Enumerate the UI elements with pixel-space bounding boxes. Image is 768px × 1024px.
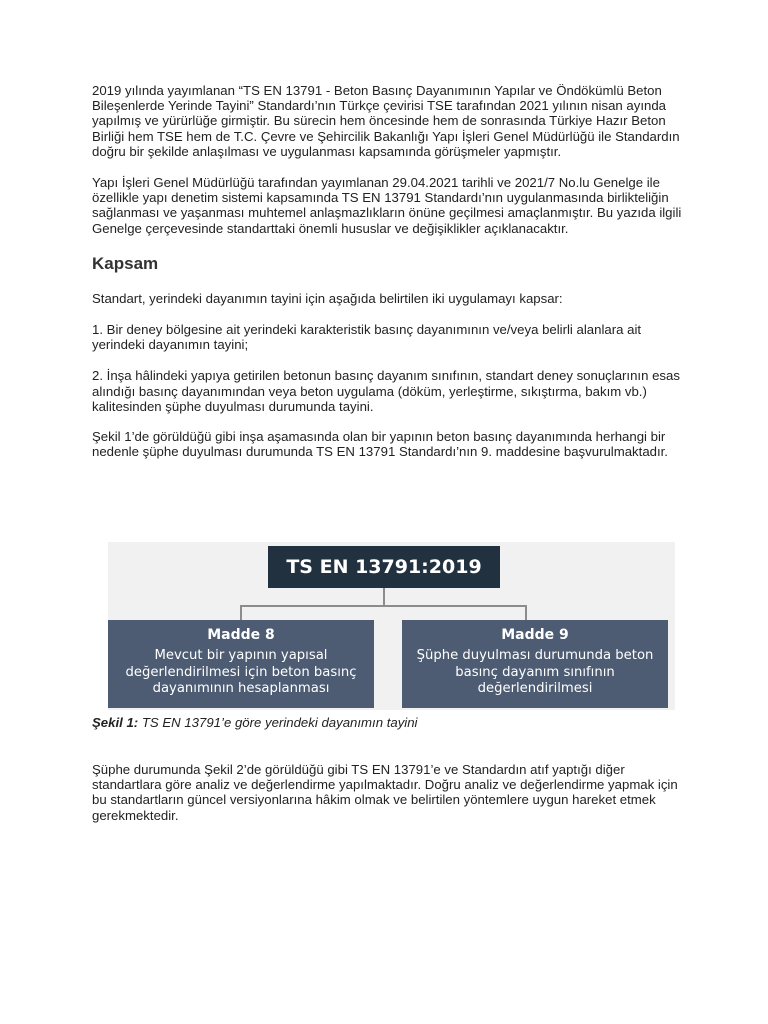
scope-item-2: 2. İnşa hâlindeki yapıya getirilen betonun basınç dayanım sınıfının, standart deney sonuçlarının esas alındığı basınç dayanımından veya beton uygulama (döküm, yerleştirme, sıkıştırma, bakım vb.) kalitesinden şüphe duyulması durumunda tayini. (92, 368, 680, 414)
madde-9-text: Şüphe duyulması durumunda beton basınç dayanım sınıfının değerlendirilmesi (416, 648, 654, 696)
diagram-box-madde-8 (108, 620, 374, 708)
closing-section (92, 762, 688, 823)
caption-label: Şekil 1: (92, 715, 139, 730)
diagram-connector-horizontal (240, 605, 527, 607)
diagram-connector-main (383, 588, 385, 605)
diagram-root-box: TS EN 13791:2019 (268, 546, 500, 588)
madde-9-title: Madde 9 (501, 627, 569, 643)
madde-8-title: Madde 8 (207, 627, 275, 643)
figure-caption (92, 715, 417, 730)
figure-reference-paragraph: Şekil 1’de görüldüğü gibi inşa aşamasında olan bir yapının beton basınç dayanımında herhangi bir nedenle şüphe duyulması durumunda TS EN 13791 Standardı’nın 9. maddesine başvurulmaktadır. (92, 429, 668, 460)
section-heading-kapsam: Kapsam (92, 253, 159, 273)
scope-intro-paragraph: Standart, yerindeki dayanımın tayini için aşağıda belirtilen iki uygulamayı kapsar: (92, 290, 563, 306)
madde-8-text: Mevcut bir yapının yapısal değerlendirilmesi için beton basınç dayanımının hesaplanması (125, 648, 357, 696)
scope-item-1: 1. Bir deney bölgesine ait yerindeki karakteristik basınç dayanımının ve/veya belirli alanlara ait yerindeki dayanımın tayini; (92, 322, 642, 353)
diagram-box-madde-9 (402, 620, 668, 708)
closing-paragraph: Şüphe durumunda Şekil 2’de görüldüğü gibi TS EN 13791’e ve Standardın atıf yaptığı diğer standartlara göre analiz ve değerlendirme yapılmaktadır. Doğru analiz ve değerlendirme yapmak için bu standartların güncel versiyonlarına hâkim olmak ve belirtilen yöntemlere uygun hareket etmek gerekmektedir. (92, 762, 678, 823)
caption-text: TS EN 13791’e göre yerindeki dayanımın tayini (138, 715, 418, 730)
intro-paragraph-2: Yapı İşleri Genel Müdürlüğü tarafından yayımlanan 29.04.2021 tarihli ve 2021/7 No.lu Genelge ile özellikle yapı denetim sistemi kapsamında TS EN 13791 Standardı’nın uygulanmasında birlikteliğin sağlanması ve yaşanması muhtemel anlaşmazlıkların önüne geçilmesi amaçlanmıştır. Bu yazıda ilgili Genelge çerçevesinde standarttaki önemli hususlar ve değişiklikler açıklanacaktır. (92, 175, 682, 236)
article-body (92, 83, 688, 459)
diagram-connector-right (525, 605, 527, 620)
diagram-connector-left (240, 605, 242, 620)
figure-1-diagram (108, 542, 675, 710)
intro-paragraph-1: 2019 yılında yayımlanan “TS EN 13791 - Beton Basınç Dayanımının Yapılar ve Öndökümlü Beton Bileşenlerde Yerinde Tayini” Standardı’nın Türkçe çevirisi TSE tarafından 2021 yılının nisan ayında yapılmış ve yürürlüğe girmiştir. Bu sürecin hem öncesinde hem de sonrasında Türkiye Hazır Beton Birliği hem TSE hem de T.C. Çevre ve Şehircilik Bakanlığı Yapı İşleri Genel Müdürlüğü ile Standardın doğru bir şekilde anlaşılması ve uygulanması kapsamında görüşmeler yapmıştır. (92, 83, 680, 159)
